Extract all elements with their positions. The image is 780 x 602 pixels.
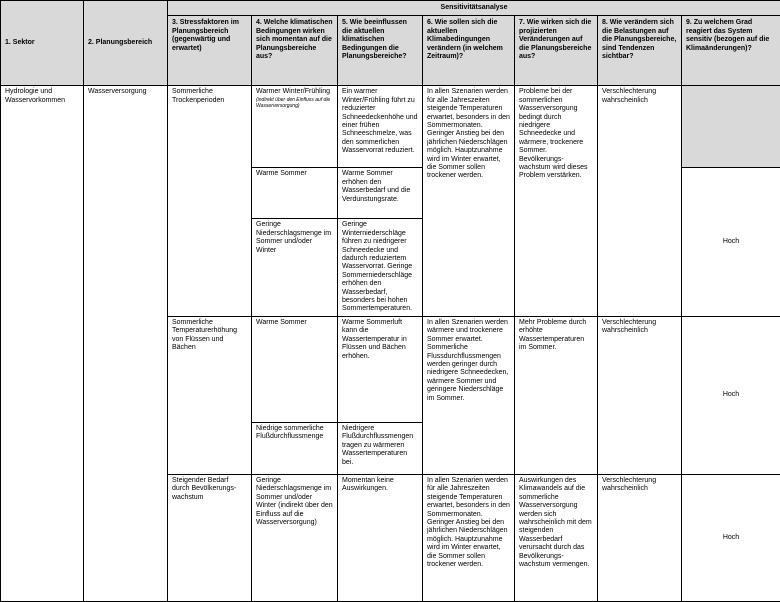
header-col3: 3. Stressfaktoren im Planungsbereich (gegenwärtig und erwartet) (168, 16, 252, 86)
header-sensitivitaetsanalyse: Sensitivitätsanalyse (168, 1, 780, 16)
condition-cell (252, 86, 338, 168)
trend-cell: Verschlechterung wahrscheinlich (598, 316, 682, 474)
stress-cell: Sommerliche Temperaturerhöhung von Flüssen und Bächen (168, 316, 252, 474)
planning-area-cell: Wasserversorgung (84, 86, 168, 601)
impact-cell: Auswirkungen des Klimawandels auf die sommerliche Wasserversorgung werden sich wahrscheinlich mit dem steigenden Wasserbedarf verursacht durch das Bevölkerungs-wachstum vermengen. (515, 474, 598, 601)
stress-cell: Sommerliche Trockenperioden (168, 86, 252, 316)
condition-cell: Warme Sommer (252, 168, 338, 219)
effect-cell: Ein warmer Winter/Frühling führt zu reduzierter Schneedeckenhöhe und einer frühen Schneeschmelze, was den sommerlichen Wasservorrat reduziert. (338, 86, 423, 168)
effect-cell: Warme Sommerluft kann die Wassertemperatur in Flüssen und Bächen erhöhen. (338, 316, 423, 422)
header-sektor: 1. Sektor (1, 1, 84, 86)
table-row (1, 86, 780, 168)
effect-cell: Geringe Winterniederschläge führen zu niedrigerer Schneedecke und dadurch reduziertem Wasservorrat. Geringe Sommerniederschläge erhöhen den Wasserbedarf, besonders bei hohen Sommertemperaturen. (338, 219, 423, 316)
rating-spacer (682, 86, 780, 168)
trend-cell: Verschlechterung wahrscheinlich (598, 86, 682, 316)
header-col5: 5. Wie beeinflussen die aktuellen klimatischen Bedingungen die Planungsbereiche? (338, 16, 423, 86)
change-cell: In allen Szenarien werden für alle Jahreszeiten steigende Temperaturen erwartet, besonders in den Sommermonaten. Geringer Anstieg bei den jährlichen Niederschlägen möglich. Hauptzunahme wird im Winter erwartet, die Sommer sollen trockener werden. (423, 86, 515, 316)
sector-cell: Hydrologie und Wasservorkommen (1, 86, 84, 601)
rating-cell: Hoch (682, 474, 780, 601)
condition-cell: Geringe Niederschlagsmenge im Sommer und/oder Winter (indirekt über den Einfluss auf die Wasserversorgung) (252, 474, 338, 601)
condition-cell: Niedrige sommerliche Flußdurchflussmenge (252, 422, 338, 474)
rating-cell: Hoch (682, 168, 780, 316)
header-planungsbereich: 2. Planungsbereich (84, 1, 168, 86)
header-col9: 9. Zu welchem Grad reagiert das System sensitiv (bezogen auf die Klimaänderungen)? (682, 16, 780, 86)
effect-cell: Warme Sommer erhöhen den Wasserbedarf und die Verdunstungsrate. (338, 168, 423, 219)
change-cell: In allen Szenarien werden wärmere und trockenere Sommer erwartet. Sommerliche Flussdurchflussmengen werden geringer durch niedrigere Schneedecken, wärmere Sommer und geringere Niederschläge im Sommer. (423, 316, 515, 474)
header-col4: 4. Welche klimatischen Bedingungen wirken sich momentan auf die Planungsbereiche aus? (252, 16, 338, 86)
impact-cell: Probleme bei der sommerlichen Wasserversorgung bedingt durch niedrigere Schneedecke und wärmere, trockenere Sommer. Bevölkerungs-wachstum wird dieses Problem verstärken. (515, 86, 598, 316)
change-cell: In allen Szenarien werden für alle Jahreszeiten steigende Temperaturen erwartet, besonders in den Sommermonaten. Geringer Anstieg bei den jährlichen Niederschlägen möglich. Hauptzunahme wird im Winter erwartet, die Sommer sollen trockener werden. (423, 474, 515, 601)
rating-cell: Hoch (682, 316, 780, 474)
impact-cell: Mehr Probleme durch erhöhte Wassertemperaturen im Sommer. (515, 316, 598, 474)
header-col8: 8. Wie verändern sich die Belastungen auf die Planungsbereiche, sind Tendenzen sichtbar? (598, 16, 682, 86)
condition-cell: Geringe Niederschlagsmenge im Sommer und/oder Winter (252, 219, 338, 316)
effect-cell: Niedrigere Flußdurchflussmengen tragen zu wärmeren Wassertemperaturen bei. (338, 422, 423, 474)
effect-cell: Momentan keine Auswirkungen. (338, 474, 423, 601)
condition-text: Warmer Winter/Frühling (256, 88, 330, 95)
stress-cell: Steigender Bedarf durch Bevölkerungs-wachstum (168, 474, 252, 601)
header-col6: 6. Wie sollen sich die aktuellen Klimabedingungen verändern (in welchem Zeitraum)? (423, 16, 515, 86)
condition-note: (indirekt über den Einfluss auf die Wasserversorgung) (256, 97, 333, 109)
trend-cell: Verschlechterung wahrscheinlich (598, 474, 682, 601)
header-col7: 7. Wie wirken sich die projizierten Veränderungen auf die Planungsbereiche aus? (515, 16, 598, 86)
condition-cell: Warme Sommer (252, 316, 338, 422)
